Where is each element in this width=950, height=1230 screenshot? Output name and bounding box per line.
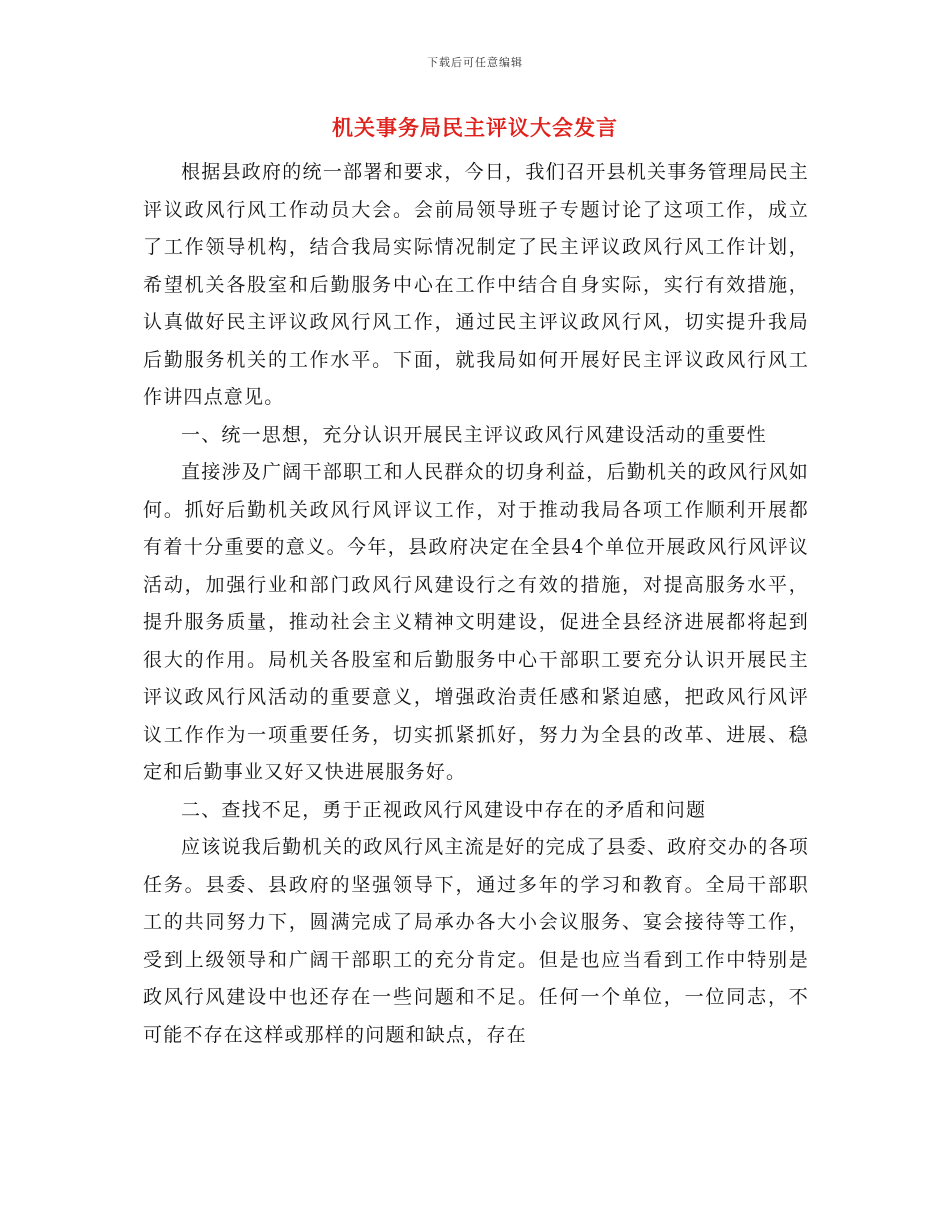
- header-note: 下载后可任意编辑: [427, 56, 523, 69]
- paragraph-section-2: 应该说我后勤机关的政风行风主流是好的完成了县委、政府交办的各项任务。县委、县政府的坚强领导下，通过多年的学习和教育。全局干部职工的共同努力下，圆满完成了局承办各大小会议服务、宴会接待等工作，受到上级领导和广阔干部职工的充分肯定。但是也应当看到工作中特别是政风行风建设中也还存在一些问题和不足。任何一个单位，一位同志，不可能不存在这样或那样的问题和缺点，存在: [143, 836, 809, 1046]
- document-title: 机关事务局民主评议大会发言: [332, 115, 618, 140]
- paragraph-section-1: 直接涉及广阔干部职工和人民群众的切身利益，后勤机关的政风行风如何。抓好后勤机关政风行风评议工作，对于推动我局各项工作顺利开展都有着十分重要的意义。今年，县政府决定在全县4个单位开展政风行风评议活动，加强行业和部门政风行风建设行之有效的措施，对提高服务水平，提升服务质量，推动社会主义精神文明建设，促进全县经济进展都将起到很大的作用。局机关各股室和后勤服务中心干部职工要充分认识开展民主评议政风行风活动的重要意义，增强政治责任感和紧迫感，把政风行风评议工作作为一项重要任务，切实抓紧抓好，努力为全县的改革、进展、稳定和后勤事业又好又快进展服务好。: [143, 461, 809, 783]
- document-body: [143, 154, 809, 1054]
- section-heading-2: 二、查找不足，勇于正视政风行风建设中存在的矛盾和问题: [181, 798, 707, 821]
- section-heading-1: 一、统一思想，充分认识开展民主评议政风行风建设活动的重要性: [181, 423, 767, 446]
- paragraph-intro: 根据县政府的统一部署和要求，今日，我们召开县机关事务管理局民主评议政风行风工作动员大会。会前局领导班子专题讨论了这项工作，成立了工作领导机构，结合我局实际情况制定了民主评议政风行风工作计划，希望机关各股室和后勤服务中心在工作中结合自身实际，实行有效措施，认真做好民主评议政风行风工作，通过民主评议政风行风，切实提升我局后勤服务机关的工作水平。下面，就我局如何开展好民主评议政风行风工作讲四点意见。: [143, 161, 809, 408]
